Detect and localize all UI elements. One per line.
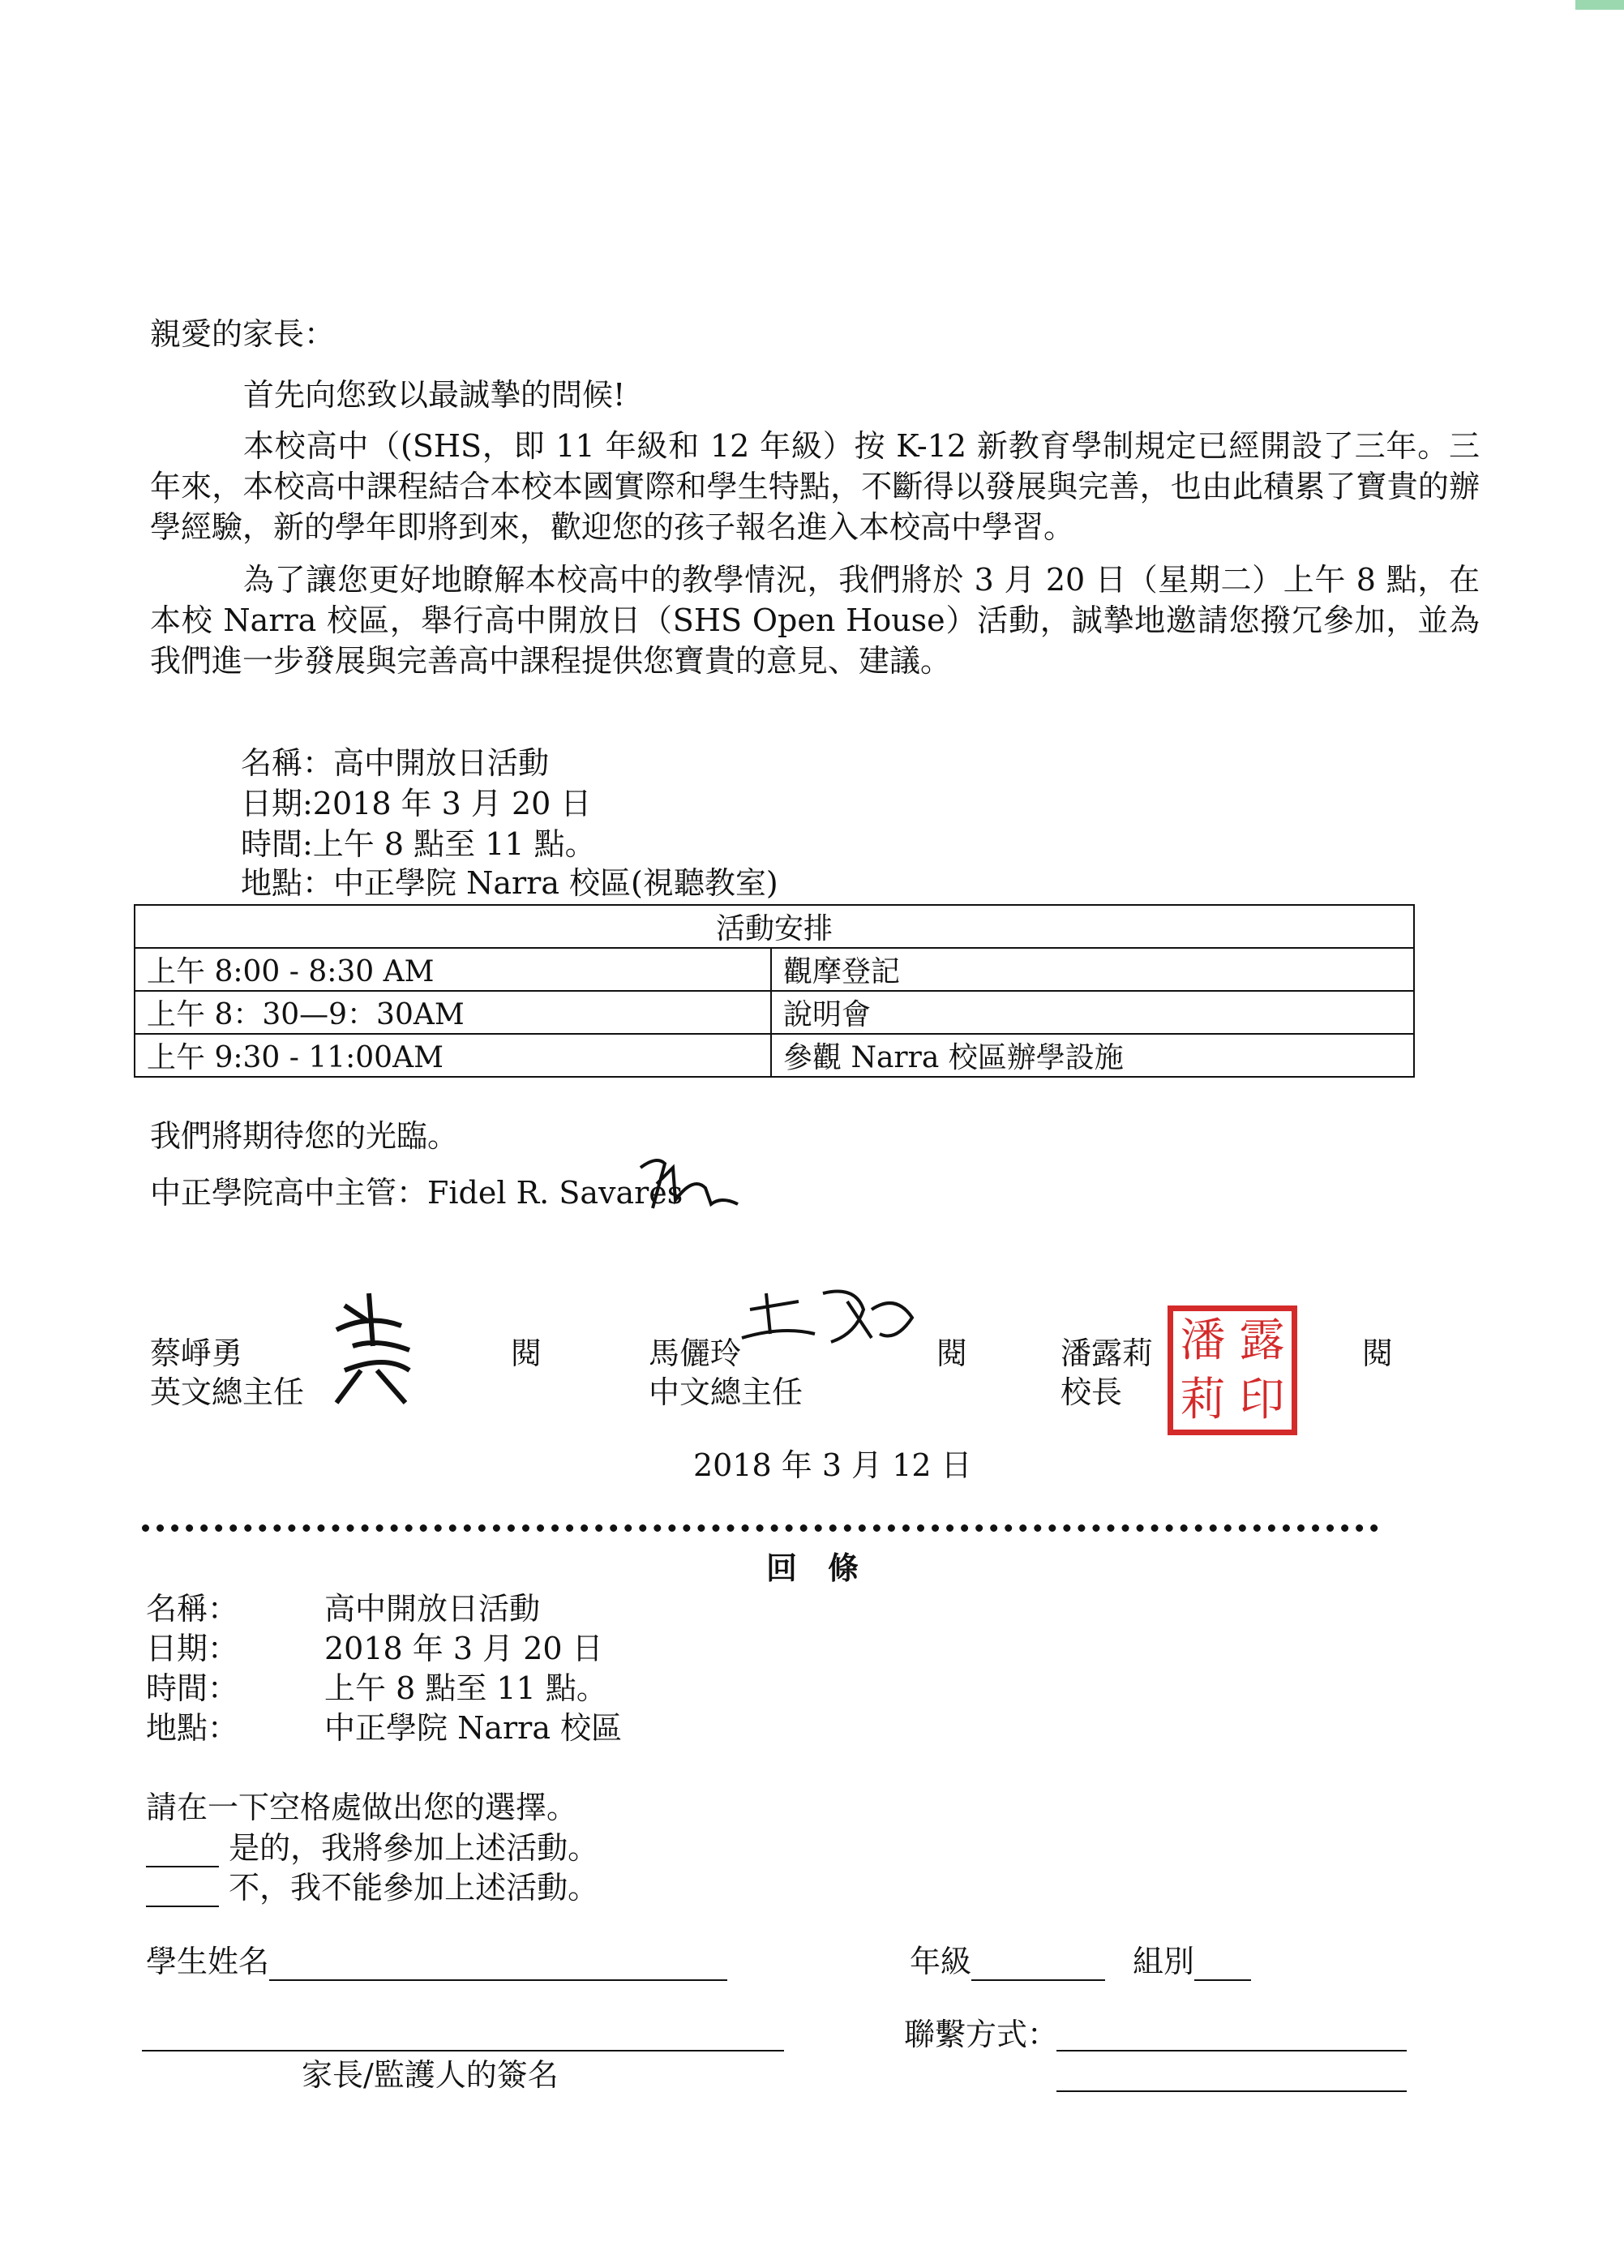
group-blank[interactable] bbox=[1194, 1952, 1251, 1981]
issue-date: 2018 年 3 月 12 日 bbox=[693, 1447, 972, 1483]
event-date: 日期:2018 年 3 月 20 日 bbox=[241, 786, 592, 821]
contact-line-2[interactable] bbox=[1056, 2090, 1407, 2092]
paragraph-1: 首先向您致以最誠摯的問候! bbox=[243, 377, 626, 413]
grade-label: 年級 bbox=[910, 1944, 972, 1979]
reply-field-label: 時間： bbox=[146, 1670, 239, 1706]
schedule-header-row bbox=[135, 905, 1414, 948]
signatory-name: 馬儷玲 bbox=[649, 1336, 742, 1371]
coordinator-signature bbox=[636, 1151, 742, 1216]
signatory-title: 校長 bbox=[1061, 1374, 1123, 1410]
closing-line: 我們將期待您的光臨。 bbox=[150, 1118, 459, 1154]
schedule-time: 上午 8:00 - 8:30 AM bbox=[135, 948, 771, 991]
student-name-blank[interactable] bbox=[269, 1952, 727, 1981]
reply-slip-title: 回 條 bbox=[766, 1550, 859, 1586]
signatory-title: 中文總主任 bbox=[649, 1374, 803, 1410]
scan-corner-mark bbox=[1575, 0, 1624, 10]
schedule-table bbox=[134, 904, 1415, 1078]
schedule-activity: 參觀 Narra 校區辦學設施 bbox=[771, 1034, 1414, 1077]
signature-1 bbox=[320, 1289, 426, 1411]
signatory-read-mark: 閱 bbox=[936, 1336, 968, 1371]
reply-instruction: 請在一下空格處做出您的選擇。 bbox=[146, 1790, 578, 1825]
contact-line-1[interactable] bbox=[1056, 2050, 1407, 2051]
schedule-row bbox=[135, 1034, 1414, 1077]
option-yes-blank[interactable] bbox=[146, 1838, 219, 1867]
seal-char: 莉 bbox=[1180, 1373, 1226, 1426]
schedule-row bbox=[135, 948, 1414, 991]
paragraph-3: 為了讓您更好地瞭解本校高中的教學情況，我們將於 3 月 20 日（星期二）上午 8 點，在本校 Narra 校區，舉行高中開放日（SHS Open House）活動，誠摯地邀請您撥冗參加，並為我們進一步發展與完善高中課程提供您寶貴的意見、建議。 bbox=[150, 562, 1480, 679]
event-time: 時間:上午 8 點至 11 點。 bbox=[241, 826, 596, 862]
reply-field-label: 地點： bbox=[146, 1710, 239, 1746]
reply-field-label: 名稱： bbox=[146, 1591, 239, 1627]
group-field[interactable] bbox=[1133, 1942, 1251, 1981]
option-yes-label: 是的，我將參加上述活動。 bbox=[229, 1830, 599, 1866]
paragraph-2: 本校高中（(SHS，即 11 年級和 12 年級）按 K-12 新教育學制規定已經開設了三年。三年來，本校高中課程結合本校本國實際和學生特點，不斷得以發展與完善，也由此積累了寶貴的辦學經驗，新的學年即將到來，歡迎您的孩子報名進入本校高中學習。 bbox=[150, 428, 1480, 545]
reply-field-value: 高中開放日活動 bbox=[324, 1591, 541, 1627]
signatory-title: 英文總主任 bbox=[150, 1374, 305, 1410]
schedule-row bbox=[135, 991, 1414, 1034]
seal-char: 印 bbox=[1239, 1373, 1285, 1426]
option-no-blank[interactable] bbox=[146, 1878, 219, 1907]
event-name: 名稱：高中開放日活動 bbox=[241, 745, 550, 781]
signatory-name: 蔡崢勇 bbox=[150, 1336, 243, 1371]
event-venue: 地點：中正學院 Narra 校區(視聽教室) bbox=[241, 865, 778, 901]
contact-label: 聯繫方式： bbox=[904, 2017, 1059, 2052]
parent-signature-label: 家長/監護人的簽名 bbox=[302, 2057, 559, 2093]
seal-char: 露 bbox=[1239, 1314, 1285, 1367]
parent-signature-line[interactable] bbox=[142, 2050, 784, 2051]
signatory-name: 潘露莉 bbox=[1061, 1336, 1154, 1371]
student-name-field[interactable] bbox=[146, 1942, 727, 1981]
option-yes[interactable] bbox=[146, 1829, 598, 1867]
principal-seal bbox=[1168, 1305, 1297, 1435]
seal-char: 潘 bbox=[1180, 1314, 1226, 1367]
grade-field[interactable] bbox=[910, 1942, 1105, 1981]
signatory-read-mark: 閱 bbox=[1362, 1336, 1394, 1371]
group-label: 組別 bbox=[1133, 1944, 1195, 1979]
schedule-activity: 觀摩登記 bbox=[771, 948, 1414, 991]
schedule-time: 上午 8：30—9：30AM bbox=[135, 991, 771, 1034]
option-no[interactable] bbox=[146, 1868, 598, 1907]
reply-field-value: 上午 8 點至 11 點。 bbox=[324, 1670, 607, 1706]
grade-blank[interactable] bbox=[971, 1952, 1105, 1981]
schedule-header: 活動安排 bbox=[135, 905, 1414, 948]
student-name-label: 學生姓名 bbox=[146, 1944, 270, 1979]
cut-line bbox=[142, 1524, 1378, 1532]
signatory-read-mark: 閱 bbox=[511, 1336, 542, 1371]
schedule-activity: 說明會 bbox=[771, 991, 1414, 1034]
reply-field-value: 2018 年 3 月 20 日 bbox=[324, 1631, 603, 1666]
reply-field-value: 中正學院 Narra 校區 bbox=[324, 1710, 623, 1746]
coordinator-line: 中正學院高中主管：Fidel R. Savares bbox=[150, 1175, 683, 1211]
reply-field-label: 日期： bbox=[146, 1631, 239, 1666]
schedule-time: 上午 9:30 - 11:00AM bbox=[135, 1034, 771, 1077]
signature-2 bbox=[734, 1277, 920, 1366]
greeting: 親愛的家長： bbox=[150, 316, 336, 352]
option-no-label: 不，我不能參加上述活動。 bbox=[229, 1870, 599, 1906]
